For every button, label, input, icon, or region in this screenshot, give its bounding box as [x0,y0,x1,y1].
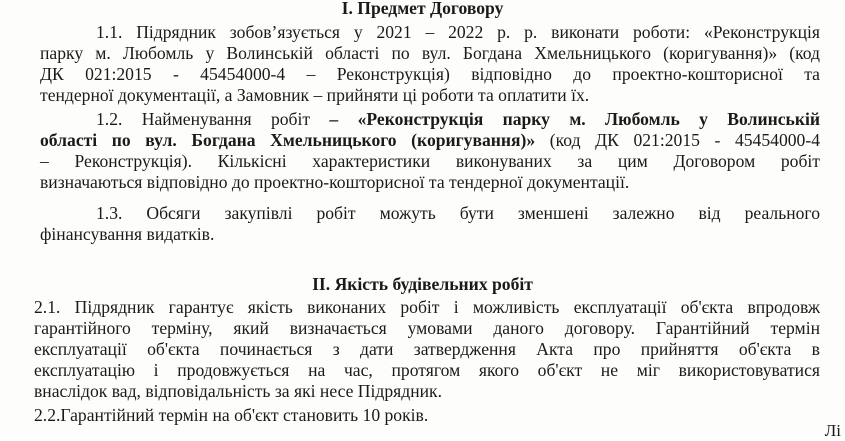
clause-1-2-work-name-part-2: області по вул. Богдана Хмельницького (коригування)» [40,130,536,150]
clause-2-1-line-1: 2.1. Підрядник гарантує якість виконаних робіт і можливість експлуатації об'єкта впродовж [34,297,820,317]
clause-1-1-line-3: ДК 021:2015 - 45454000-4 – Реконструкція) відповідно до проектно-кошторисної та [40,64,820,84]
clause-2-1-line-5: внаслідок вад, відповідальність за які несе Підрядник. [34,381,442,401]
clause-2-2-line-1: 2.2.Гарантійний термін на об'єкт становить 10 років. [34,405,429,425]
clause-1-3-line-1: 1.3. Обсяги закупівлі робіт можуть бути зменшені залежно від реального [96,203,820,223]
clause-1-1-line-1: 1.1. Підрядник зобов’язується у 2021 – 2022 р. р. виконати роботи: «Реконструкція [96,22,820,42]
clause-2-1-line-4: експлуатацію і продовжується на час, протягом якого об'єкт не міг використовуватися [34,360,820,380]
clause-1-2-line-1 [96,109,820,130]
clause-2-1-line-2: гарантійного терміну, який визначається умовами даного договору. Гарантійний термін [34,318,820,338]
clause-1-1-line-4: тендерної документації, а Замовник – прийняти ці роботи та оплатити їх. [40,85,590,105]
section-1-title: І. Предмет Договору [341,0,504,18]
cut-off-next-line: Лі [824,421,841,440]
clause-1-2-prefix: 1.2. Найменування робіт [96,109,311,129]
clause-2-1-line-3: експлуатації об'єкта починається з дати затвердження Акта про прийняття об'єкта в [34,339,820,359]
clause-1-2-work-name-part-1: – «Реконструкція парку м. Любомль у Волинській [310,109,820,129]
clause-1-3-line-2: фінансування видатків. [40,224,215,244]
clause-1-2-line-2 [40,130,820,151]
clause-1-2-line-3: – Реконструкція). Кількісні характеристики виконуваних за цим Договором робіт [40,151,820,171]
clause-1-2-code: (код ДК 021:2015 - 45454000-4 [535,130,820,150]
clause-1-2-line-4: визначаються відповідно до проектно-кошторисної та тендерної документації. [40,172,630,192]
clause-1-1-line-2: парку м. Любомль у Волинській області по вул. Богдана Хмельницького (коригування)» (код [40,43,820,63]
section-2-title: ІІ. Якість будівельних робіт [312,274,533,294]
